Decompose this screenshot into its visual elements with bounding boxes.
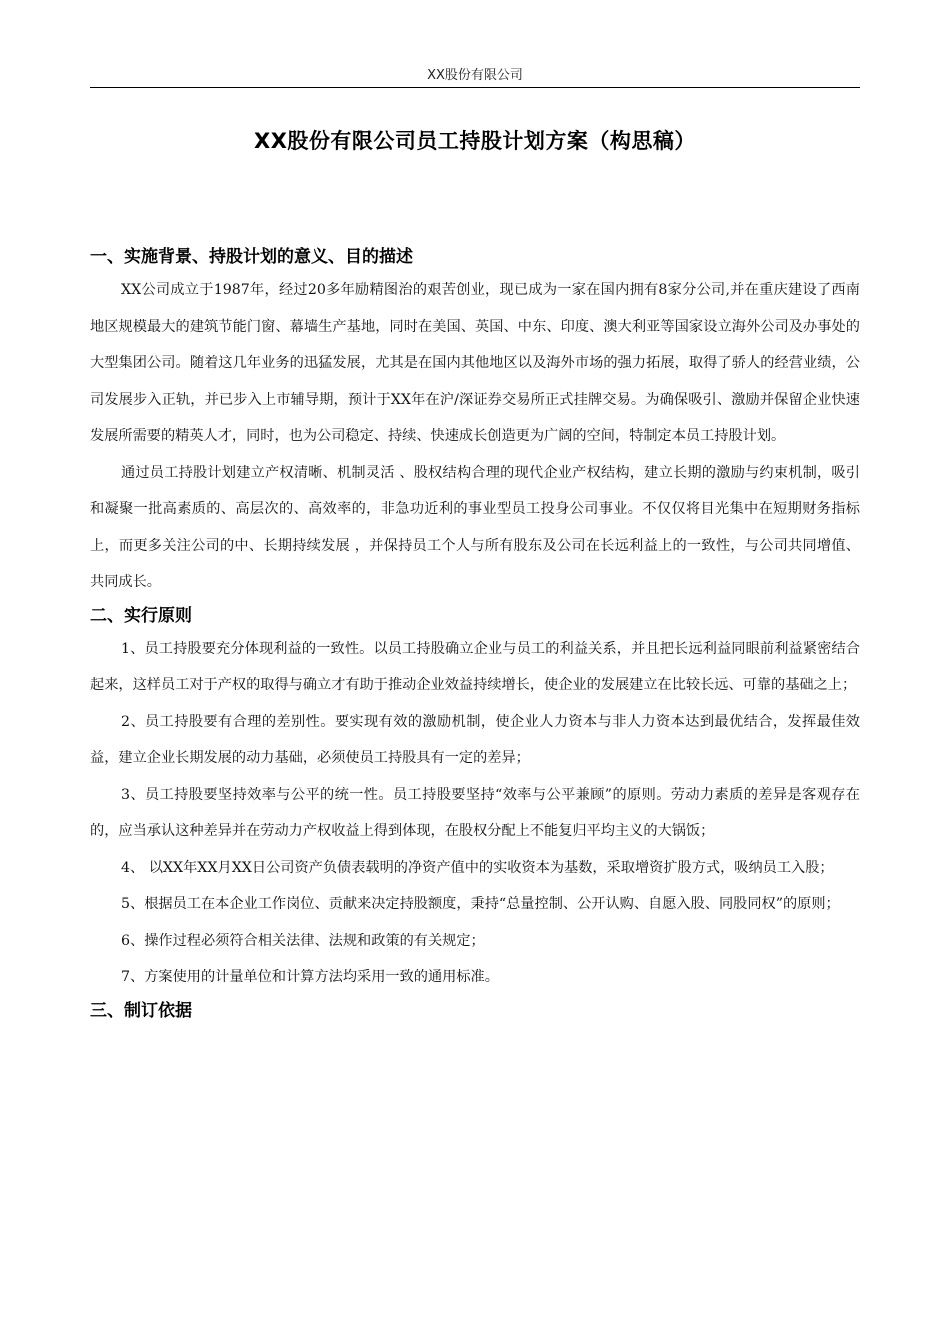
paragraph: 通过员工持股计划建立产权清晰、机制灵活 、股权结构合理的现代企业产权结构，建立长期的激励与约束机制，吸引和凝聚一批高素质的、高层次的、高效率的，非急功近利的事业型员工投身公司事业。不仅仅将目光集中在短期财务指标上，而更多关注公司的中、长期持续发展 ，并保持员工个人与所有股东及公司在长远利益上的一致性，与公司共同增值、共同成长。 [90, 464, 860, 590]
principle-item: 4、 以XX年XX月XX日公司资产负债表载明的净资产值中的实收资本为基数，采取增资扩股方式，吸纳员工入股； [121, 859, 834, 876]
principle-item: 3、员工持股要坚持效率与公平的统一性。员工持股要坚持“效率与公平兼顾”的原则。劳动力素质的差异是客观存在的，应当承认这种差异并在劳动力产权收益上得到体现，在股权分配上不能复归平均主义的大锅饭； [90, 786, 860, 839]
paragraph: XX公司成立于1987年，经过20多年励精图治的艰苦创业，现已成为一家在国内拥有8家分公司,并在重庆建设了西南地区规模最大的建筑节能门窗、幕墙生产基地，同时在美国、英国、中东、印度、澳大利亚等国家设立海外公司及办事处的大型集团公司。随着这几年业务的迅猛发展，尤其是在国内其他地区以及海外市场的强力拓展，取得了骄人的经营业绩，公司发展步入正轨，并已步入上市辅导期，预计于XX年在沪/深证券交易所正式挂牌交易。为确保吸引、激励并保留企业快速发展所需要的精英人才，同时，也为公司稳定、持续、快速成长创造更为广阔的空间，特制定本员工持股计划。 [90, 282, 860, 444]
principle-item: 5、根据员工在本企业工作岗位、贡献来决定持股额度，秉持“总量控制、公开认购、自愿入股、同股同权”的原则； [121, 896, 840, 912]
principle-item: 1、员工持股要充分体现利益的一致性。以员工持股确立企业与员工的利益关系，并且把长远利益同眼前利益紧密结合起来，这样员工对于产权的取得与确立才有助于推动企业效益持续增长，使企业的发展建立在比较长远、可靠的基础之上； [90, 640, 860, 693]
page-header: XX股份有限公司 [427, 68, 523, 83]
principle-item: 6、操作过程必须符合相关法律、法规和政策的有关规定； [121, 932, 485, 949]
principle-item: 2、员工持股要有合理的差别性。要实现有效的激励机制，使企业人力资本与非人力资本达到最优结合，发挥最佳效益，建立企业长期发展的动力基础，必须使员工持股具有一定的差异； [90, 713, 860, 766]
principle-item: 7、方案使用的计量单位和计算方法均采用一致的通用标准。 [121, 969, 499, 985]
header-divider [90, 87, 860, 88]
document-title: XX股份有限公司员工持股计划方案（构思稿） [254, 129, 696, 153]
section-heading-principles: 二、实行原则 [90, 605, 192, 626]
document-body [90, 242, 860, 1026]
section-heading-background: 一、实施背景、持股计划的意义、目的描述 [90, 247, 413, 267]
section-heading-basis: 三、制订依据 [90, 1000, 192, 1021]
